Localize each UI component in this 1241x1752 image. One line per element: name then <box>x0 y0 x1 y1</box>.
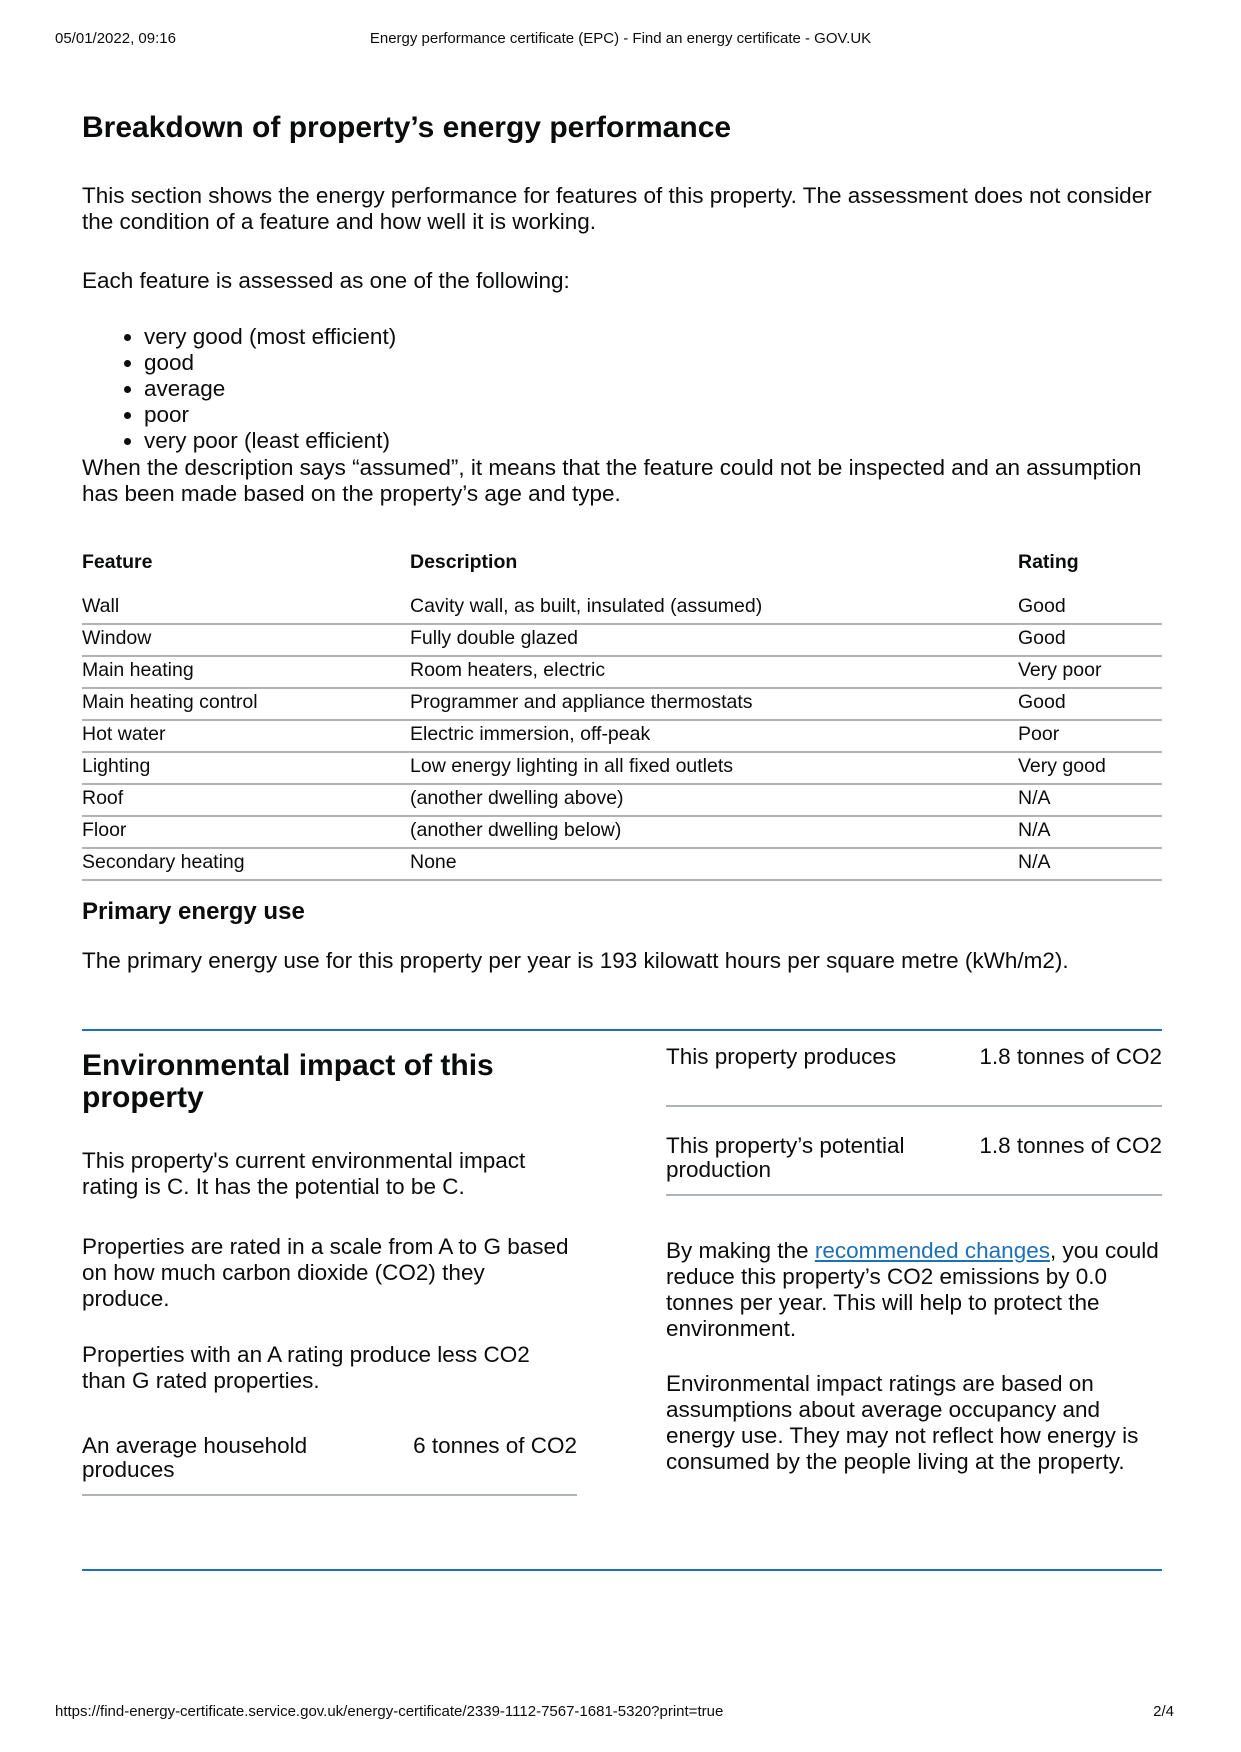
row-divider <box>666 1194 1162 1196</box>
environmental-left-column <box>82 1049 577 1482</box>
property-produces-label: This property produces <box>666 1044 897 1069</box>
feature-cell: Main heating <box>82 656 410 688</box>
rating-cell: N/A <box>1018 816 1162 848</box>
print-footer <box>55 1703 1186 1725</box>
current-rating-text: This property's current environmental impact rating is C. It has the potential to be C. <box>82 1148 526 1199</box>
table-row <box>82 816 1162 848</box>
table-row <box>82 720 1162 752</box>
table-header-row <box>82 551 1162 593</box>
description-cell: Electric immersion, off-peak <box>410 720 1018 752</box>
table-row <box>82 752 1162 784</box>
potential-production-row <box>666 1134 1162 1194</box>
header-feature: Feature <box>82 551 153 573</box>
feature-cell: Main heating control <box>82 688 410 720</box>
recommend-suffix: , you could reduce this property’s CO2 emissions by 0.0 tonnes per year. This will help to protect the environment. <box>666 1238 1159 1341</box>
feature-cell: Secondary heating <box>82 848 410 880</box>
list-item: • very good (most efficient) <box>144 324 396 350</box>
recommend-prefix: By making the <box>666 1238 815 1263</box>
average-household-value: 6 tonnes of CO2 <box>413 1433 577 1458</box>
average-household-label: An average household produces <box>82 1433 308 1482</box>
section-divider <box>82 1569 1162 1571</box>
property-produces-row <box>666 1045 1162 1105</box>
assumed-note: When the description says “assumed”, it means that the feature could not be inspected and an assumption has been made based on the property’s age and type. <box>82 455 1142 506</box>
potential-production-value: 1.8 tonnes of CO2 <box>979 1133 1162 1158</box>
table-row <box>82 624 1162 656</box>
table-row <box>82 848 1162 880</box>
print-date: 05/01/2022, 09:16 <box>55 30 176 47</box>
breakdown-heading: Breakdown of property’s energy performance <box>82 111 732 144</box>
page-number: 2/4 <box>1153 1703 1174 1720</box>
primary-energy-heading: Primary energy use <box>82 898 305 925</box>
environmental-heading: Environmental impact of this property <box>82 1049 494 1114</box>
description-cell: Cavity wall, as built, insulated (assumed) <box>410 593 1018 624</box>
recommended-changes-link[interactable]: recommended changes <box>814 1238 1050 1263</box>
a-rating-text: Properties with an A rating produce less CO2 than G rated properties. <box>82 1342 530 1393</box>
rating-cell: N/A <box>1018 784 1162 816</box>
table-row <box>82 688 1162 720</box>
description-cell: None <box>410 848 1018 880</box>
feature-cell: Hot water <box>82 720 410 752</box>
list-item: • very poor (least efficient) <box>144 428 396 454</box>
print-header <box>55 30 1186 52</box>
ratings-note: Environmental impact ratings are based on assumptions about average occupancy and energy use. They may not reflect how energy is consumed by the people living at the property. <box>666 1371 1139 1474</box>
features-table <box>82 551 1162 881</box>
rating-cell: Good <box>1018 688 1162 720</box>
section-divider <box>82 1029 1162 1031</box>
description-cell: Room heaters, electric <box>410 656 1018 688</box>
print-url: https://find-energy-certificate.service.gov.uk/energy-certificate/2339-1112-7567-1681-5320?print=true <box>55 1703 724 1720</box>
property-produces-value: 1.8 tonnes of CO2 <box>979 1044 1162 1069</box>
rating-cell: Good <box>1018 593 1162 624</box>
row-divider <box>82 1494 577 1496</box>
rating-cell: Good <box>1018 624 1162 656</box>
description-cell: Programmer and appliance thermostats <box>410 688 1018 720</box>
description-cell: (another dwelling below) <box>410 816 1018 848</box>
recommend-text <box>666 1238 1162 1342</box>
row-divider <box>666 1105 1162 1107</box>
feature-cell: Roof <box>82 784 410 816</box>
header-rating: Rating <box>1018 551 1079 573</box>
list-item: • average <box>144 376 396 402</box>
potential-production-label: This property’s potential production <box>666 1133 905 1182</box>
header-description: Description <box>410 551 518 573</box>
primary-energy-text: The primary energy use for this property per year is 193 kilowatt hours per square metre (kWh/m2). <box>82 948 1069 973</box>
rating-cell: Very poor <box>1018 656 1162 688</box>
table-row <box>82 593 1162 624</box>
average-household-row <box>82 1434 577 1494</box>
assessment-levels-list <box>82 324 396 454</box>
list-item: • poor <box>144 402 396 428</box>
table-row <box>82 784 1162 816</box>
table-row <box>82 656 1162 688</box>
feature-cell: Floor <box>82 816 410 848</box>
print-page-title: Energy performance certificate (EPC) - Find an energy certificate - GOV.UK <box>369 30 872 47</box>
rating-scale-text: Properties are rated in a scale from A to G based on how much carbon dioxide (CO2) they produce. <box>82 1234 569 1311</box>
feature-cell: Lighting <box>82 752 410 784</box>
rating-cell: Poor <box>1018 720 1162 752</box>
feature-cell: Wall <box>82 593 410 624</box>
rating-cell: Very good <box>1018 752 1162 784</box>
description-cell: Low energy lighting in all fixed outlets <box>410 752 1018 784</box>
description-cell: (another dwelling above) <box>410 784 1018 816</box>
breakdown-intro: This section shows the energy performance for features of this property. The assessment does not consider the condition of a feature and how well it is working. <box>82 183 1152 234</box>
assessment-levels-intro: Each feature is assessed as one of the following: <box>82 268 570 293</box>
list-item: • good <box>144 350 396 376</box>
description-cell: Fully double glazed <box>410 624 1018 656</box>
rating-cell: N/A <box>1018 848 1162 880</box>
feature-cell: Window <box>82 624 410 656</box>
